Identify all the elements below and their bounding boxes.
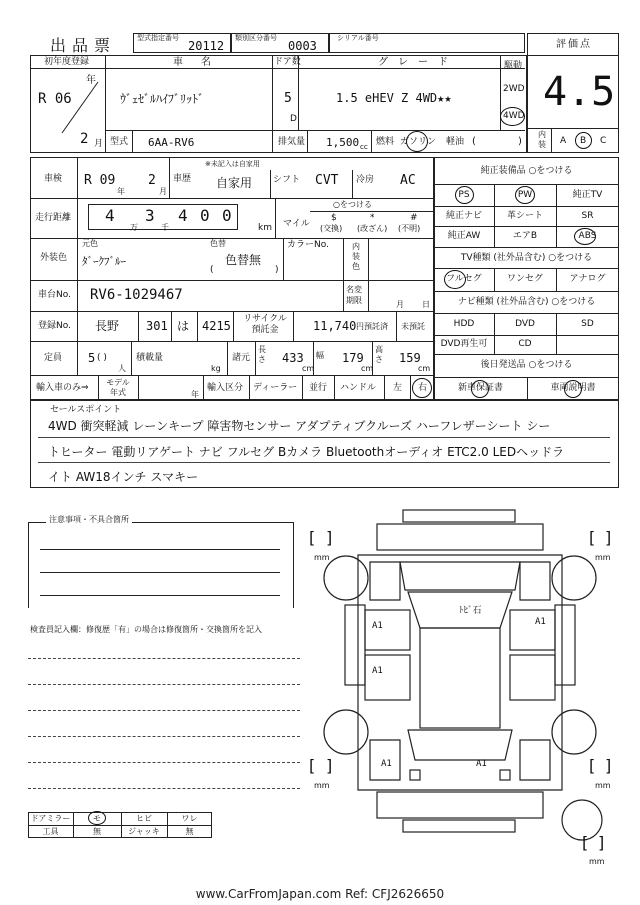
width-label: 幅: [316, 351, 324, 360]
bracket-fr-close: ]: [605, 528, 612, 547]
ac-value: AC: [400, 173, 416, 188]
footer-watermark: www.CarFromJapan.com Ref: CFJ2626650: [195, 887, 445, 901]
sales-label: セールスポイント: [50, 405, 122, 415]
reg-class: 301: [146, 319, 168, 333]
mark-a1-left-rear: A1: [372, 666, 383, 676]
slash-line: [60, 80, 100, 135]
displacement-unit: cc: [360, 143, 368, 151]
tv-fullseg: フルセグ: [446, 274, 482, 284]
later-warranty-circle: [471, 380, 489, 398]
mileage-digit-4: 0: [200, 206, 210, 225]
equip-pw: PW: [517, 190, 533, 200]
tv-analog: アナログ: [569, 274, 606, 284]
later-header: 後日発送品 ○をつける: [480, 360, 573, 370]
length-cm: cm: [302, 364, 315, 373]
orig-color-value: ﾀﾞｰｸﾌﾞﾙｰ: [82, 255, 126, 268]
interior-label: 内装: [538, 130, 546, 149]
mileage-digit-2: 3: [145, 206, 155, 225]
page-title: 出品票: [50, 36, 117, 55]
navi-hdd: HDD: [453, 319, 475, 329]
capacity-paren: ( ): [97, 353, 107, 363]
color-no-label: カラーNo.: [287, 240, 329, 250]
type-label: 型式: [110, 137, 129, 147]
length-label: 長さ: [258, 345, 266, 364]
capacity-value: 5: [88, 351, 96, 365]
handle-label: ハンドル: [340, 383, 377, 393]
parallel-option: 並行: [309, 383, 328, 393]
windshield-mark: ﾄﾋﾞ石: [459, 606, 482, 616]
shift-label: シフト: [273, 175, 301, 185]
fuel-paren-open: (: [472, 136, 476, 147]
interior-c: C: [600, 136, 607, 146]
table-jack-label: ジャッキ: [128, 827, 160, 836]
door-sub: D: [290, 114, 297, 124]
later-manual-circle: [564, 380, 582, 398]
dealer-option: ディーラー: [253, 383, 298, 393]
drive-label: 駆動: [504, 61, 523, 71]
equip-genuine-aw: 純正AW: [447, 231, 481, 241]
drive-2wd: 2WD: [503, 84, 525, 94]
grade-label: グレード: [378, 57, 458, 68]
equip-abs: ABS: [578, 231, 597, 241]
car-name-value: ｳﾞｪｾﾞﾙﾊｲﾌﾞﾘｯﾄﾞ: [120, 92, 205, 106]
drive-4wd: 4WD: [503, 111, 525, 121]
model-year-label: モデル年式: [106, 378, 130, 397]
equip-sr: SR: [581, 211, 594, 221]
later-warranty: 新車保証書: [457, 383, 503, 393]
mileage-man: 万: [130, 223, 138, 232]
sales-line-1: 4WD 衝突軽減 レーンキープ 障害物センサー アダプティブクルーズ ハーフレザーシート シー: [48, 419, 551, 433]
length-value: 433: [282, 351, 304, 365]
color-paren-open: (: [210, 265, 214, 275]
mileage-label: 走行距離: [35, 213, 72, 223]
sales-line-3: イト AW18インチ スマキー: [48, 470, 199, 484]
equip-leather-seat: 革シート: [506, 211, 543, 221]
interior-a: A: [560, 136, 567, 146]
hash-sign: #: [410, 213, 418, 223]
displacement-value: 1,500: [326, 136, 360, 149]
ac-label: 冷房: [356, 175, 375, 185]
displacement-label: 排気量: [278, 137, 306, 147]
repaint-value: 色替無: [225, 253, 262, 267]
bracket-rr-close: ]: [605, 756, 612, 775]
equip-ps-circle: [455, 186, 474, 204]
interior-b: B: [580, 136, 587, 146]
bracket-rl-open: [: [309, 756, 316, 775]
history-value: 自家用: [216, 176, 253, 190]
mark-a1-rear-left: A1: [381, 759, 392, 769]
score-value: 4.5: [543, 69, 616, 115]
capacity-unit: 人: [118, 364, 126, 373]
mirror-mo-circle: [88, 811, 106, 825]
caution-label: 注意事項・不具合箇所: [46, 516, 132, 524]
door-label: ドア数: [274, 57, 301, 67]
equip-genuine-tv: 純正TV: [572, 190, 603, 200]
load-label: 積載量: [136, 353, 164, 363]
mm-rl: mm: [314, 781, 330, 790]
handle-right-circle: [412, 378, 432, 398]
bracket-spare-close: ]: [598, 833, 605, 852]
mark-a1-right-front: A1: [535, 617, 546, 627]
later-manual: 車両説明書: [550, 383, 596, 393]
height-value: 159: [399, 351, 421, 365]
table-tools-value: 無: [93, 827, 101, 836]
height-cm: cm: [418, 364, 431, 373]
model-code-label: 型式指定番号: [137, 34, 179, 42]
reg-area: 長野: [95, 319, 120, 333]
color-label: 外装色: [40, 253, 68, 263]
genuine-header: 純正装備品 ○をつける: [480, 166, 573, 176]
shift-value: CVT: [315, 173, 339, 188]
history-label: 車歴: [173, 174, 192, 184]
capacity-label: 定員: [44, 353, 63, 363]
interior-color-label: 内装色: [352, 242, 360, 271]
consign-day: 日: [422, 300, 430, 309]
equip-pw-circle: [515, 186, 535, 204]
inspection-month-unit: 月: [159, 187, 167, 196]
car-diagram: [300, 500, 620, 870]
serial-label: シリアル番号: [337, 34, 379, 42]
chassis-value: RV6-1029467: [90, 287, 183, 303]
recycle-label: リサイクル預託金: [243, 314, 287, 335]
reg-number: 4215: [202, 319, 231, 333]
type-value: 6AA-RV6: [148, 136, 195, 149]
inspection-year-unit: 年: [117, 187, 125, 196]
table-header-mo: モ: [93, 814, 101, 823]
mileage-digit-1: 4: [105, 206, 115, 225]
mileage-digit-5: 0: [222, 206, 232, 225]
sales-line-2: トヒーター 電動リアゲート ナビ フルセグ Bカメラ Bluetoothオーディオ ETC2.0 LEDヘッドラ: [48, 445, 565, 459]
bracket-fr-open: [: [589, 528, 596, 547]
mile-label: マイル: [283, 219, 310, 229]
width-value: 179: [342, 351, 364, 365]
bracket-rr-open: [: [589, 756, 596, 775]
inspection-year: R 09: [84, 173, 116, 188]
navi-sd: SD: [581, 319, 594, 329]
recycle-value: 11,740: [313, 319, 357, 333]
inspection-label: 車検: [44, 174, 63, 184]
table-jack-value: 無: [185, 827, 194, 836]
fuel-diesel: 軽油: [446, 137, 465, 147]
import-type-label: 輸入区分: [207, 383, 244, 393]
table-header-crack: ヒビ: [136, 814, 152, 823]
bracket-rl-close: ]: [326, 756, 333, 775]
first-reg-label: 初年度登録: [44, 57, 90, 67]
spec-label: 諸元: [232, 353, 251, 363]
consign-label: 名変期限: [346, 285, 362, 305]
mileage-km: km: [258, 223, 272, 233]
tv-oneseg: ワンセグ: [506, 274, 543, 284]
exchange-label: (交換): [320, 224, 343, 233]
interior-b-circle: [575, 132, 592, 149]
category-value: 0003: [288, 39, 317, 53]
reg-label: 登録No.: [38, 321, 71, 331]
fuel-gasoline-circle: [406, 131, 428, 152]
import-label: 輸入車のみ⇒: [36, 383, 89, 393]
table-header-break: ワレ: [181, 814, 198, 823]
door-value: 5: [284, 91, 292, 106]
mileage-circle-note: ○をつける: [333, 200, 372, 209]
grade-value: 1.5 eHEV Z 4WD★★: [336, 91, 452, 105]
repaint-label: 色替: [210, 239, 226, 248]
bracket-spare-open: [: [582, 833, 589, 852]
width-cm: cm: [361, 364, 374, 373]
inspector-label: 検査員記入欄：修復歴「有」の場合は修復箇所・交換箇所を記入: [30, 625, 262, 634]
drive-4wd-circle: [500, 107, 525, 126]
equip-airbag: エアB: [512, 231, 538, 241]
mark-a1-left-front: A1: [372, 621, 383, 631]
navi-dvd: DVD: [515, 319, 535, 329]
consign-month: 月: [396, 300, 404, 309]
equip-genuine-navi: 純正ナビ: [445, 211, 482, 221]
score-label: 評価点: [556, 39, 592, 50]
equip-abs-circle: [574, 228, 596, 245]
mm-fr: mm: [595, 553, 611, 562]
bracket-fl-open: [: [309, 528, 316, 547]
navi-cd: CD: [518, 339, 532, 349]
unlisted-note: ※未記入は自家用: [205, 160, 260, 168]
chassis-label: 車台No.: [38, 290, 71, 300]
recycle-unit: 円預託済: [356, 322, 388, 331]
mm-rr: mm: [595, 781, 611, 790]
mm-spare: mm: [589, 857, 605, 866]
fuel-gasoline: ガソリン: [400, 137, 437, 147]
handle-right: 右: [418, 383, 428, 393]
car-name-label: 車名: [173, 57, 229, 68]
dollar-sign: $: [331, 213, 337, 223]
fuel-paren-close: ): [518, 136, 522, 147]
tv-header: TV種類 (社外品含む) ○をつける: [460, 253, 593, 263]
unknown-label: (不明): [398, 224, 421, 233]
mileage-digit-3: 4: [178, 206, 188, 225]
recycle-unpaid: 未預託: [401, 322, 425, 331]
model-code-value: 20112: [188, 39, 225, 53]
navi-dvd-play: DVD再生可: [440, 339, 488, 349]
orig-color-label: 元色: [82, 239, 98, 248]
tampered-label: (改ざん): [357, 224, 388, 233]
reg-kana: は: [177, 319, 190, 333]
navi-header: ナビ種類 (社外品含む) ○をつける: [457, 297, 596, 307]
model-year-unit: 年: [191, 390, 199, 399]
year-label: 年: [86, 75, 96, 86]
load-unit: kg: [211, 364, 221, 373]
equip-ps: PS: [458, 190, 470, 200]
handle-left: 左: [393, 383, 403, 393]
color-paren-close: ): [275, 265, 279, 275]
first-reg-year: R 06: [38, 91, 72, 107]
mileage-sen: 千: [161, 223, 169, 232]
first-reg-month: 2: [80, 131, 89, 147]
month-label: 月: [94, 139, 104, 149]
tv-fullseg-circle: [444, 270, 466, 289]
table-header-door-mirror: ドアミラー: [30, 814, 71, 823]
mm-fl: mm: [314, 553, 330, 562]
inspection-month: 2: [148, 173, 156, 188]
fuel-label: 燃料: [376, 137, 395, 147]
category-label: 類別区分番号: [235, 34, 277, 42]
height-label: 高さ: [375, 345, 383, 364]
table-tools-label: 工具: [42, 827, 59, 836]
mark-a1-rear-right: A1: [476, 759, 487, 769]
star-sign: *: [370, 213, 375, 223]
bracket-fl-close: ]: [326, 528, 333, 547]
